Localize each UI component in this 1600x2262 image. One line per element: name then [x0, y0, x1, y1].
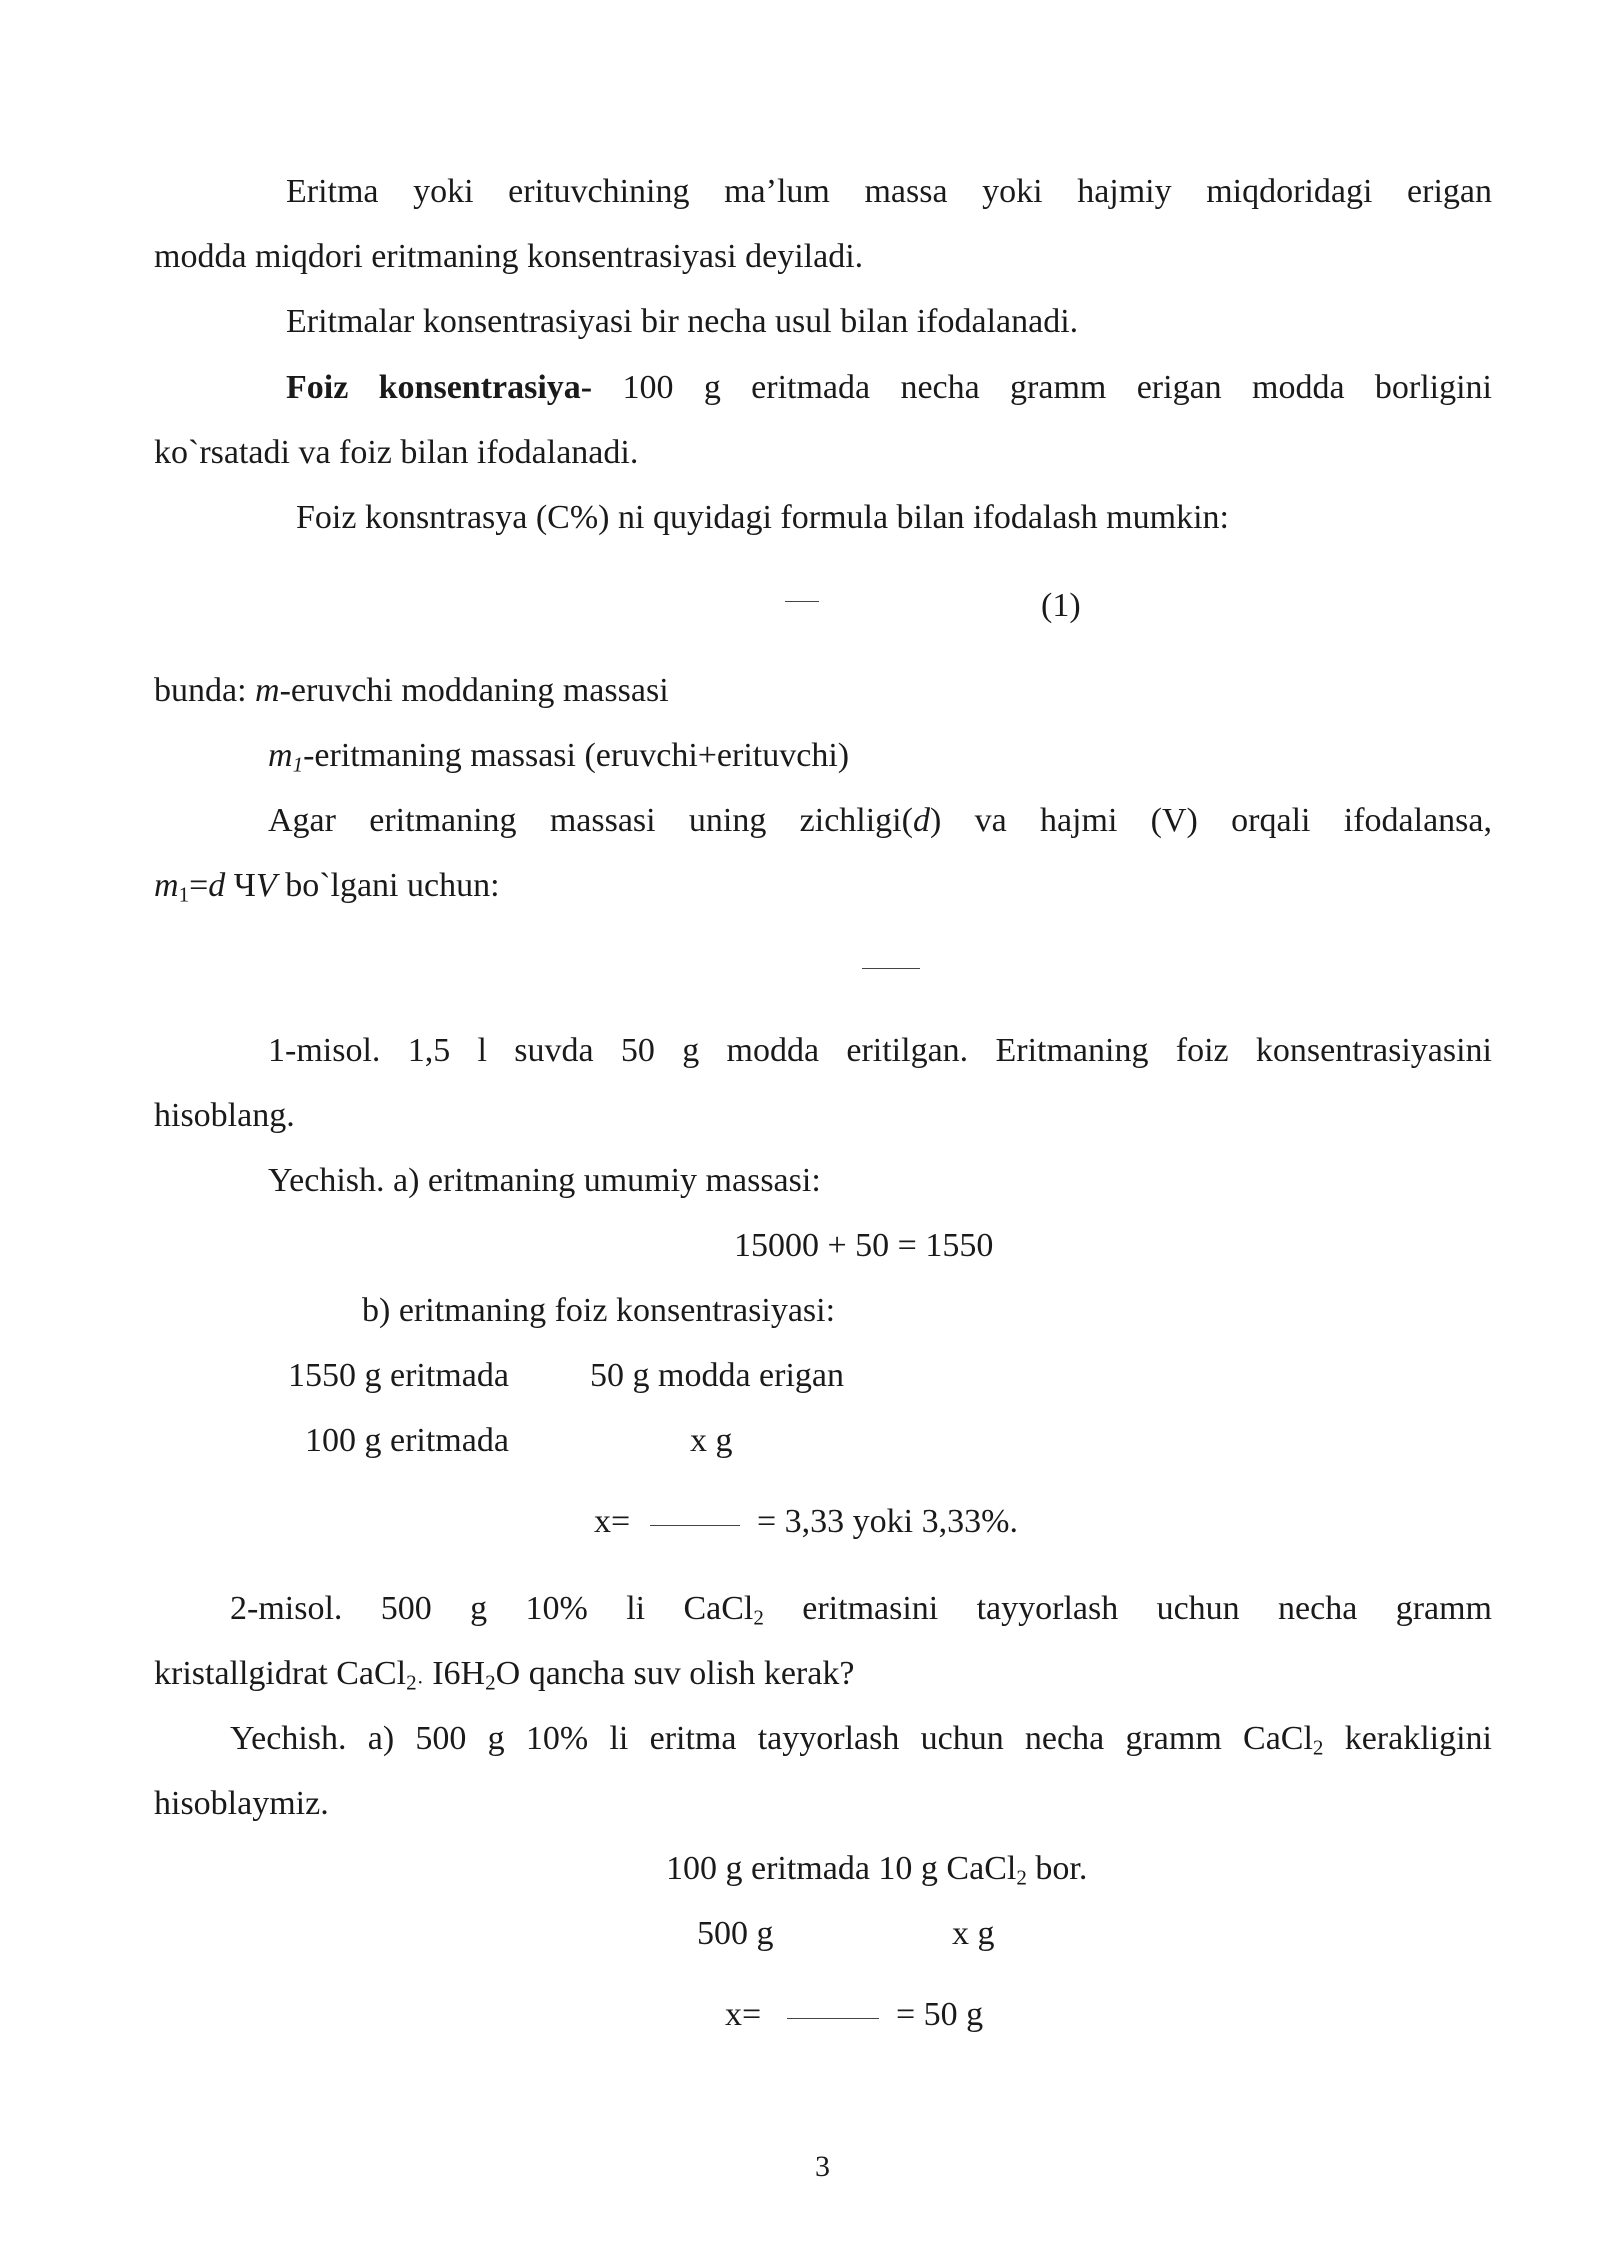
- example2-proportion-row1: 100 g eritmada 10 g CaCl$_2$ bor.: [666, 1850, 1088, 1890]
- term-percent-concentration: Foiz konsentrasiya-: [286, 369, 593, 406]
- example1-line2: hisoblang.: [154, 1097, 295, 1134]
- example2-line2: kristallgidrat CaCl$_{2\cdot}$ $I6H_2O$ qancha suv olish kerak?: [154, 1655, 855, 1695]
- formula-1-number: (1): [1041, 587, 1081, 624]
- paragraph-percent-line2: ko`rsatadi va foiz bilan ifodalanadi.: [154, 434, 639, 471]
- example1-proportion-row2-left: 100 g eritmada: [305, 1422, 509, 1459]
- paragraph-formula-intro: Foiz konsntrasya (C%) ni quyidagi formula bilan ifodalash mumkin:: [296, 499, 1229, 536]
- example1-line1: 1-misol. 1,5 l suvda 50 g modda eritilgan. Eritmaning foiz konsentrasiyasini: [268, 1032, 1492, 1069]
- example2-proportion-row2-left: 500 g: [697, 1915, 774, 1952]
- example1-calc-total-mass: 15000 + 50 = 1550: [734, 1227, 994, 1264]
- paragraph-percent-line1: Foiz konsentrasiya- 100 g eritmada necha gramm erigan modda borligini: [286, 369, 1492, 406]
- example2-proportion-row2-right: x g: [952, 1915, 995, 1952]
- example2-fraction-bar: [787, 2018, 879, 2019]
- paragraph-density-line1: Agar eritmaning massasi uning zichligi(d) va hajmi (V) orqali ifodalansa,: [268, 802, 1492, 839]
- formula-2-fraction-bar: [862, 968, 920, 969]
- example2-solution-line2: hisoblaymiz.: [154, 1785, 329, 1822]
- formula-1-fraction-bar: [785, 601, 819, 602]
- example1-solution-b: b) eritmaning foiz konsentrasiyasi:: [362, 1292, 836, 1329]
- paragraph-density-line2: $m_1=d$ ЧV bo`lgani uchun:: [154, 867, 500, 907]
- page-number: 3: [815, 2150, 830, 2183]
- definition-m: bunda: m-eruvchi moddaning massasi: [154, 672, 669, 709]
- paragraph-methods: Eritmalar konsentrasiyasi bir necha usul bilan ifodalanadi.: [286, 303, 1079, 340]
- example1-proportion-row1-left: 1550 g eritmada: [288, 1357, 509, 1394]
- example2-x-label: x=: [725, 1996, 762, 2033]
- example2-line1: 2-misol. 500 g 10% li CaCl$_2$ eritmasini tayyorlash uchun necha gramm: [230, 1590, 1492, 1630]
- example1-x-label: x=: [594, 1503, 631, 1540]
- example1-proportion-row1-right: 50 g modda erigan: [590, 1357, 844, 1394]
- paragraph-definition-line1: Eritma yoki erituvchining ma’lum massa yoki hajmiy miqdoridagi erigan: [286, 173, 1492, 210]
- example1-x-result: = 3,33 yoki 3,33%.: [757, 1503, 1018, 1540]
- example1-proportion-row2-right: x g: [690, 1422, 733, 1459]
- example2-solution-line1: Yechish. a) 500 g 10% li eritma tayyorlash uchun necha gramm CaCl$_2$ kerakligini: [230, 1720, 1492, 1760]
- paragraph-definition-line2: modda miqdori eritmaning konsentrasiyasi deyiladi.: [154, 238, 864, 275]
- example2-x-result: = 50 g: [896, 1996, 984, 2033]
- definition-m1: $m_1$-eritmaning massasi (eruvchi+erituvchi): [268, 737, 850, 777]
- example1-fraction-bar: [650, 1525, 740, 1526]
- example1-solution-a: Yechish. a) eritmaning umumiy massasi:: [268, 1162, 821, 1199]
